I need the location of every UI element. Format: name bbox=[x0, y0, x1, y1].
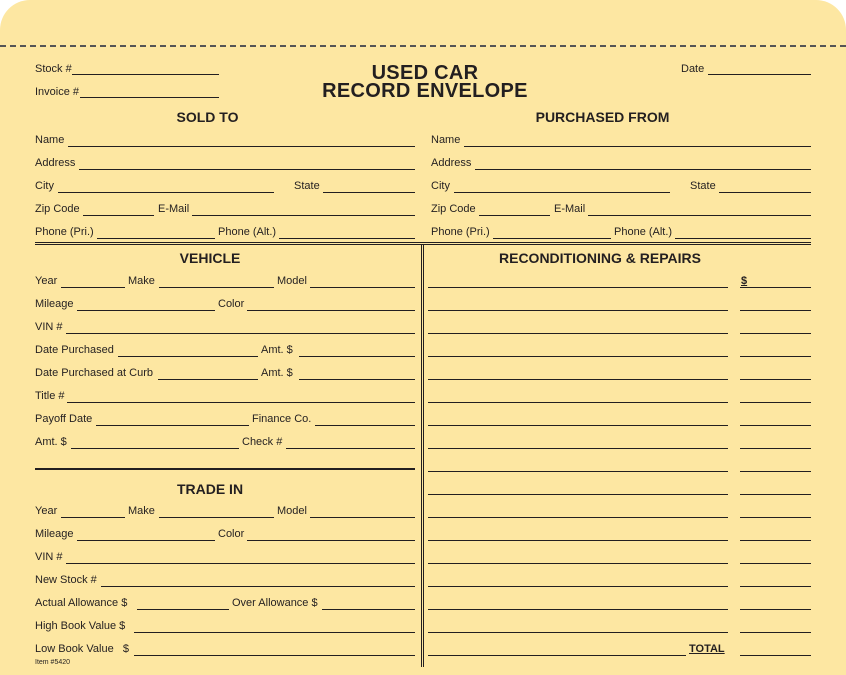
title-line-1: USED CAR bbox=[371, 62, 479, 84]
pf-name-label: Name bbox=[431, 134, 461, 146]
veh-mileage-field[interactable] bbox=[77, 310, 215, 311]
recon-description-line[interactable] bbox=[428, 586, 728, 587]
pf-phone-alt-field[interactable] bbox=[675, 238, 811, 239]
pf-email-field[interactable] bbox=[588, 215, 811, 216]
veh-payoff-field[interactable] bbox=[96, 425, 249, 426]
recon-amount-line[interactable] bbox=[740, 632, 811, 633]
trade-over-allowance-label: Over Allowance $ bbox=[232, 597, 318, 609]
sold-name-field[interactable] bbox=[68, 146, 415, 147]
trade-over-allowance-field[interactable] bbox=[322, 609, 415, 610]
veh-year-label: Year bbox=[35, 275, 58, 287]
recon-description-line[interactable] bbox=[428, 563, 728, 564]
sold-zip-field[interactable] bbox=[83, 215, 154, 216]
trade-in-heading: TRADE IN bbox=[176, 481, 244, 497]
sold-to-heading: SOLD TO bbox=[176, 109, 239, 125]
trade-high-book-field[interactable] bbox=[134, 632, 415, 633]
sold-state-label: State bbox=[294, 180, 320, 192]
sold-phone-pri-field[interactable] bbox=[97, 238, 215, 239]
recon-amount-line[interactable] bbox=[740, 609, 811, 610]
trade-vin-field[interactable] bbox=[66, 563, 415, 564]
recon-description-line[interactable] bbox=[428, 632, 728, 633]
recon-description-line[interactable] bbox=[428, 655, 686, 656]
recon-total-label: TOTAL bbox=[689, 643, 725, 655]
recon-description-line[interactable] bbox=[428, 540, 728, 541]
pf-state-field[interactable] bbox=[719, 192, 811, 193]
recon-heading: RECONDITIONING & REPAIRS bbox=[499, 250, 701, 266]
trade-vin-label: VIN # bbox=[35, 551, 63, 563]
sold-state-field[interactable] bbox=[323, 192, 415, 193]
recon-description-line[interactable] bbox=[428, 402, 728, 403]
column-divider bbox=[421, 245, 424, 667]
trade-new-stock-label: New Stock # bbox=[35, 574, 97, 586]
sold-phone-pri-label: Phone (Pri.) bbox=[35, 226, 94, 238]
pf-address-label: Address bbox=[431, 157, 472, 169]
veh-date-purchased-field[interactable] bbox=[118, 356, 258, 357]
recon-description-line[interactable] bbox=[428, 425, 728, 426]
recon-description-line[interactable] bbox=[428, 379, 728, 380]
recon-amount-line[interactable] bbox=[740, 425, 811, 426]
trade-model-field[interactable] bbox=[310, 517, 415, 518]
veh-title-field[interactable] bbox=[67, 402, 415, 403]
recon-total-amount[interactable] bbox=[740, 655, 811, 656]
veh-amt-label: Amt. $ bbox=[261, 344, 293, 356]
sold-zip-label: Zip Code bbox=[35, 203, 80, 215]
veh-payoff-label: Payoff Date bbox=[35, 413, 93, 425]
veh-date-curb-field[interactable] bbox=[158, 379, 258, 380]
recon-description-line[interactable] bbox=[428, 448, 728, 449]
trade-low-book-field[interactable] bbox=[134, 655, 415, 656]
sold-email-label: E-Mail bbox=[158, 203, 190, 215]
recon-amount-line[interactable] bbox=[740, 563, 811, 564]
veh-amt-dollar-label: Amt. $ bbox=[35, 436, 67, 448]
sold-name-label: Name bbox=[35, 134, 65, 146]
recon-description-line[interactable] bbox=[428, 310, 728, 311]
pf-email-label: E-Mail bbox=[554, 203, 586, 215]
invoice-label: Invoice # bbox=[35, 86, 80, 98]
trade-color-label: Color bbox=[218, 528, 245, 540]
veh-mileage-label: Mileage bbox=[35, 298, 74, 310]
recon-amount-line[interactable] bbox=[740, 333, 811, 334]
stock-field[interactable] bbox=[72, 74, 219, 75]
date-label: Date bbox=[681, 63, 705, 75]
trade-high-book-label: High Book Value $ bbox=[35, 620, 126, 632]
recon-amount-line[interactable] bbox=[740, 379, 811, 380]
stock-label: Stock # bbox=[35, 63, 72, 75]
veh-check-field[interactable] bbox=[286, 448, 415, 449]
recon-amount-line[interactable] bbox=[740, 402, 811, 403]
veh-title-label: Title # bbox=[35, 390, 65, 402]
veh-make-label: Make bbox=[128, 275, 155, 287]
recon-description-line[interactable] bbox=[428, 287, 728, 288]
sold-address-field[interactable] bbox=[79, 169, 415, 170]
veh-make-field[interactable] bbox=[159, 287, 274, 288]
veh-amt-dollar-field[interactable] bbox=[71, 448, 239, 449]
recon-description-line[interactable] bbox=[428, 471, 728, 472]
trade-low-book-label: Low Book Value $ bbox=[35, 643, 129, 655]
trade-actual-allowance-label: Actual Allowance $ bbox=[35, 597, 128, 609]
veh-vin-label: VIN # bbox=[35, 321, 63, 333]
pf-phone-alt-label: Phone (Alt.) bbox=[614, 226, 673, 238]
sold-phone-alt-field[interactable] bbox=[279, 238, 415, 239]
trade-model-label: Model bbox=[277, 505, 307, 517]
pf-city-label: City bbox=[431, 180, 450, 192]
pf-city-field[interactable] bbox=[454, 192, 670, 193]
date-field[interactable] bbox=[708, 74, 811, 75]
invoice-field[interactable] bbox=[80, 97, 219, 98]
veh-amt2-field[interactable] bbox=[299, 379, 415, 380]
purchased-from-heading: PURCHASED FROM bbox=[535, 109, 670, 125]
veh-check-label: Check # bbox=[242, 436, 283, 448]
vehicle-trade-divider bbox=[35, 468, 415, 470]
recon-description-line[interactable] bbox=[428, 356, 728, 357]
veh-date-purchased-label: Date Purchased bbox=[35, 344, 114, 356]
veh-finance-label: Finance Co. bbox=[252, 413, 312, 425]
recon-amount-line[interactable] bbox=[740, 494, 811, 495]
pf-name-field[interactable] bbox=[464, 146, 811, 147]
sold-city-label: City bbox=[35, 180, 54, 192]
pf-state-label: State bbox=[690, 180, 716, 192]
pf-phone-pri-label: Phone (Pri.) bbox=[431, 226, 490, 238]
trade-year-label: Year bbox=[35, 505, 58, 517]
recon-amount-line[interactable] bbox=[740, 517, 811, 518]
veh-color-label: Color bbox=[218, 298, 245, 310]
recon-amount-line[interactable] bbox=[740, 310, 811, 311]
sold-city-field[interactable] bbox=[58, 192, 274, 193]
trade-make-label: Make bbox=[128, 505, 155, 517]
trade-make-field[interactable] bbox=[159, 517, 274, 518]
recon-dollar-sign: $ bbox=[741, 275, 748, 287]
recon-amount-line[interactable] bbox=[740, 540, 811, 541]
veh-amt2-label: Amt. $ bbox=[261, 367, 293, 379]
title-line-2: RECORD ENVELOPE bbox=[322, 80, 528, 102]
trade-mileage-label: Mileage bbox=[35, 528, 74, 540]
recon-description-line[interactable] bbox=[428, 494, 728, 495]
recon-amount-line[interactable] bbox=[740, 356, 811, 357]
recon-description-line[interactable] bbox=[428, 609, 728, 610]
sold-email-field[interactable] bbox=[192, 215, 415, 216]
sold-address-label: Address bbox=[35, 157, 76, 169]
veh-year-field[interactable] bbox=[61, 287, 125, 288]
recon-amount-line[interactable] bbox=[740, 448, 811, 449]
vehicle-heading: VEHICLE bbox=[179, 250, 241, 266]
veh-amt-field[interactable] bbox=[299, 356, 415, 357]
item-number: Item #5420 bbox=[35, 659, 71, 666]
sold-phone-alt-label: Phone (Alt.) bbox=[218, 226, 277, 238]
pf-address-field[interactable] bbox=[475, 169, 811, 170]
trade-mileage-field[interactable] bbox=[77, 540, 215, 541]
trade-actual-allowance-field[interactable] bbox=[137, 609, 229, 610]
pf-zip-label: Zip Code bbox=[431, 203, 476, 215]
recon-amount-line[interactable] bbox=[740, 471, 811, 472]
recon-amount-line[interactable] bbox=[740, 586, 811, 587]
recon-description-line[interactable] bbox=[428, 333, 728, 334]
pf-zip-field[interactable] bbox=[479, 215, 550, 216]
flap-fold-line bbox=[0, 45, 846, 47]
trade-new-stock-field[interactable] bbox=[101, 586, 415, 587]
veh-date-curb-label: Date Purchased at Curb bbox=[35, 367, 154, 379]
veh-vin-field[interactable] bbox=[66, 333, 415, 334]
trade-color-field[interactable] bbox=[247, 540, 415, 541]
recon-description-line[interactable] bbox=[428, 517, 728, 518]
veh-finance-field[interactable] bbox=[315, 425, 415, 426]
trade-year-field[interactable] bbox=[61, 517, 125, 518]
veh-model-field[interactable] bbox=[310, 287, 415, 288]
pf-phone-pri-field[interactable] bbox=[493, 238, 611, 239]
veh-color-field[interactable] bbox=[247, 310, 415, 311]
recon-amount-line[interactable] bbox=[740, 287, 811, 288]
veh-model-label: Model bbox=[277, 275, 307, 287]
